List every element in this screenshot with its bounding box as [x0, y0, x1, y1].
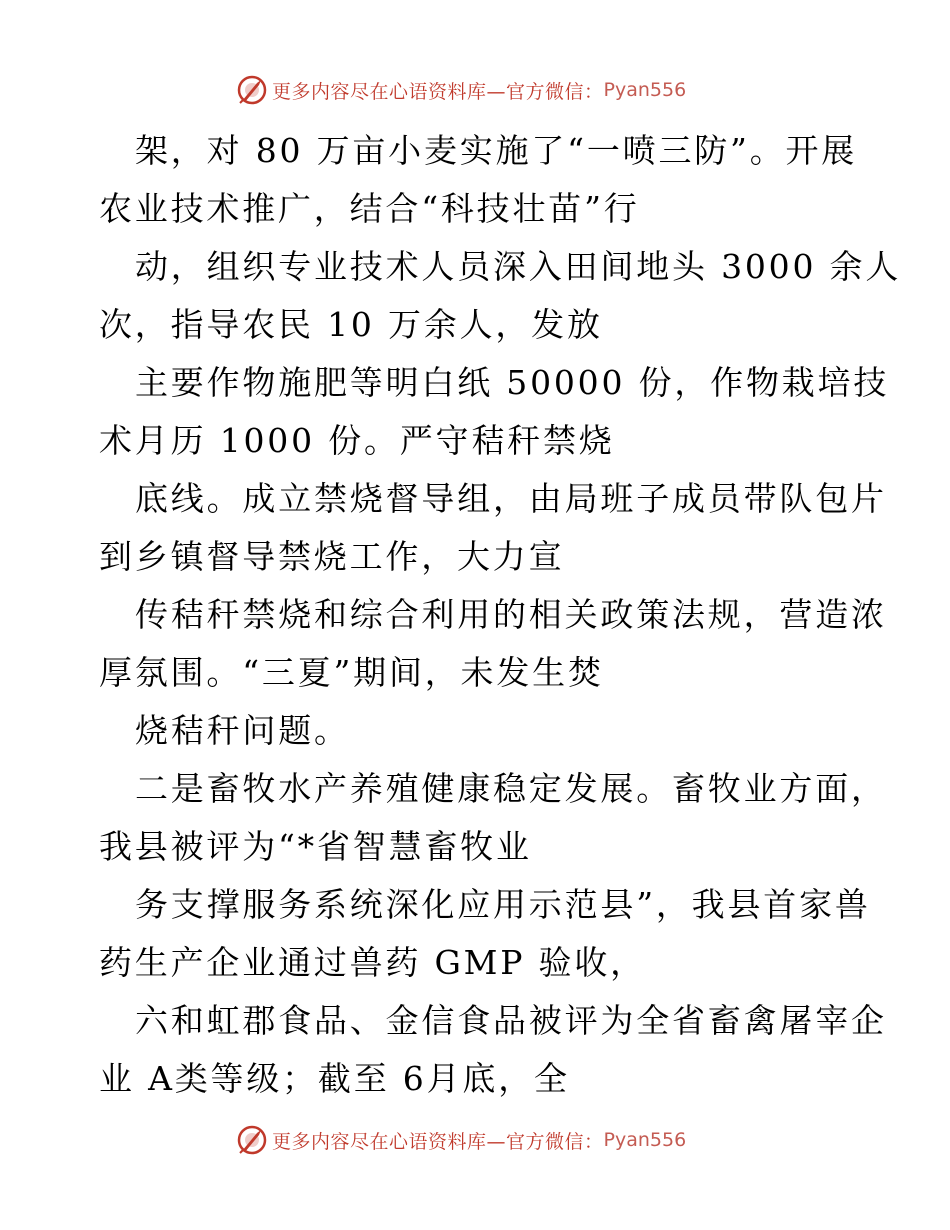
body-line: 动，组织专业技术人员深入田间地头 3000 余人 — [135, 247, 902, 286]
body-line: 底线。成立禁烧督导组，由局班子成员带队包片 — [135, 479, 887, 518]
quill-pen-logo-icon — [236, 1124, 268, 1156]
body-line: 农业技术推广，结合“科技壮苗”行 — [99, 189, 640, 228]
watermark-wechat-id: Pyan556 — [603, 79, 687, 101]
body-line: 六和虹郡食品、金信食品被评为全省畜禽屠宰企 — [135, 1001, 887, 1040]
body-line: 业 A类等级；截至 6月底，全 — [99, 1059, 570, 1098]
body-line: 我县被评为“*省智慧畜牧业 — [99, 827, 532, 866]
watermark-wechat-id: Pyan556 — [603, 1129, 687, 1151]
quill-pen-logo-icon — [236, 74, 268, 106]
document-body — [99, 122, 902, 1112]
body-line: 术月历 1000 份。严守秸秆禁烧 — [99, 421, 615, 460]
watermark-text: 更多内容尽在心语资料库—官方微信： — [272, 80, 604, 103]
body-line: 二是畜牧水产养殖健康稳定发展。畜牧业方面， — [135, 769, 887, 808]
watermark-text: 更多内容尽在心语资料库—官方微信： — [272, 1130, 604, 1153]
body-line: 架，对 80 万亩小麦实施了“一喷三防”。开展 — [135, 131, 858, 170]
body-line: 药生产企业通过兽药 GMP 验收， — [99, 943, 646, 982]
body-line: 次，指导农民 10 万余人，发放 — [99, 305, 603, 344]
body-line: 烧秸秆问题。 — [135, 711, 350, 750]
body-line: 主要作物施肥等明白纸 50000 份，作物栽培技 — [135, 363, 890, 402]
body-line: 到乡镇督导禁烧工作，大力宣 — [99, 537, 565, 576]
footer-watermark — [236, 1123, 686, 1157]
body-line: 传秸秆禁烧和综合利用的相关政策法规，营造浓 — [135, 595, 887, 634]
body-line: 厚氛围。“三夏”期间，未发生焚 — [99, 653, 604, 692]
header-watermark — [236, 73, 686, 107]
body-line: 务支撑服务系统深化应用示范县”，我县首家兽 — [135, 885, 871, 924]
